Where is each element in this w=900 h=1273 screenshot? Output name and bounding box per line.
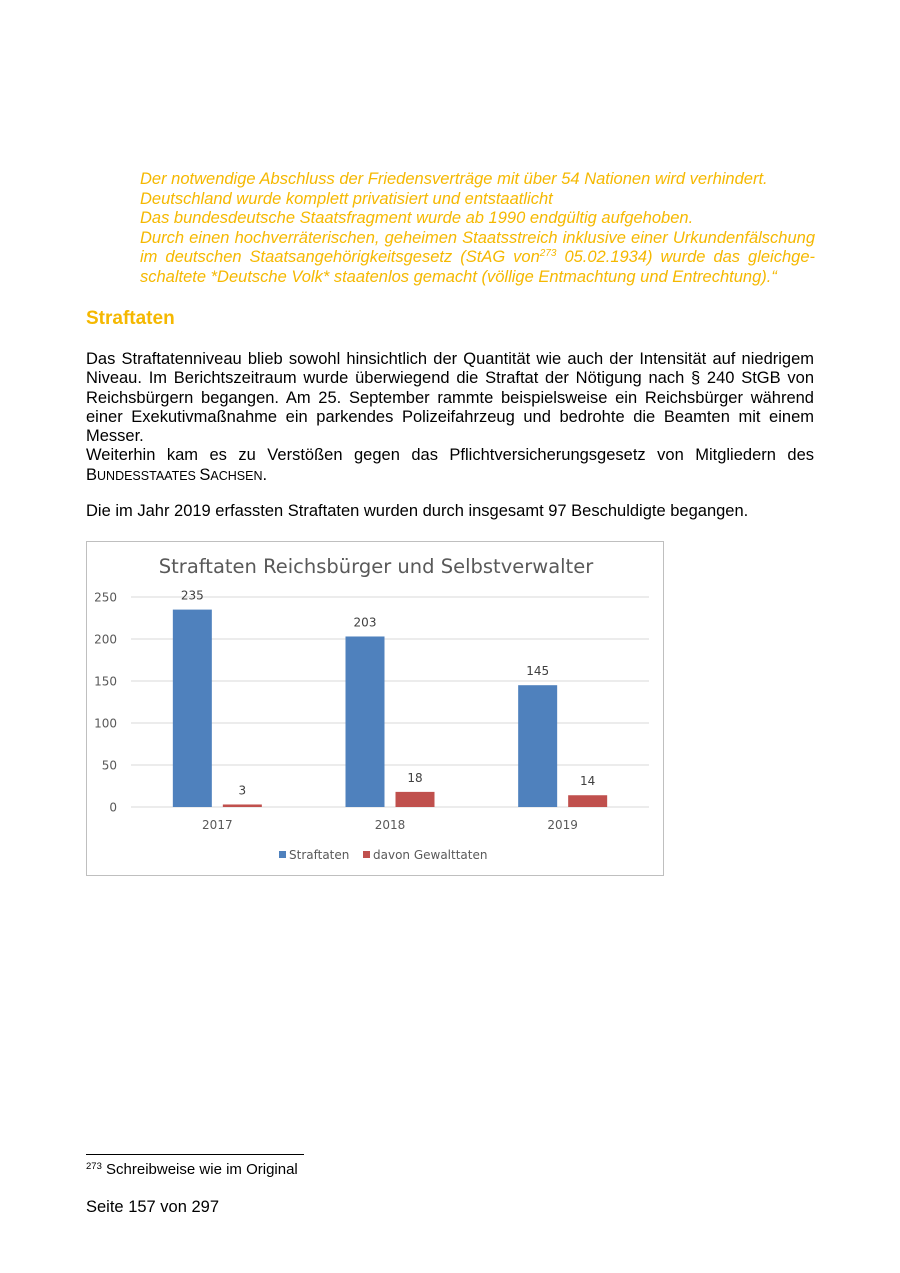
small-caps-text: ACHSEN: [210, 468, 263, 483]
footnote: [86, 1161, 298, 1178]
data-label: 18: [407, 770, 423, 785]
text-line: Reichsbürgern begangen. Am 25. September rammte beispielsweise ein Reichsbürger während: [86, 388, 814, 407]
chart-title: Straftaten Reichsbürger und Selbstverwalter: [158, 555, 594, 578]
text-line: Weiterhin kam es zu Verstößen gegen das Pflichtversicherungsgesetz von Mitgliedern des: [86, 446, 814, 465]
y-tick-label: 200: [94, 632, 117, 647]
legend-swatch: [363, 851, 370, 858]
text-line: Messer.: [86, 427, 144, 446]
y-tick-label: 0: [109, 800, 117, 815]
text-line: Die im Jahr 2019 erfassten Straftaten wurden durch insgesamt 97 Beschuldigte begangen.: [86, 502, 749, 520]
legend-label: Straftaten: [289, 848, 350, 862]
page-number: Seite 157 von 297: [86, 1198, 220, 1216]
data-label: 203: [353, 615, 377, 630]
footnote-number: 273: [86, 1161, 102, 1172]
bar-chart: [86, 541, 664, 876]
quote-text: im deutschen Staatsangehörigkeitsgesetz (StAG von: [140, 248, 540, 267]
footnote-text: Schreibweise wie im Original: [101, 1161, 298, 1178]
footnote-reference: 273: [539, 248, 557, 260]
bar-davon-gewalttaten: [396, 792, 435, 807]
data-label: 145: [526, 664, 550, 679]
legend-swatch: [279, 851, 286, 858]
x-tick-label: 2019: [547, 818, 578, 832]
text-line: einer Exekutivmaßnahme ein parkendes Polizeifahrzeug und bedrohte die Beamten mit einem: [86, 407, 814, 426]
bar-straftaten: [173, 610, 212, 807]
small-caps-text: S: [199, 465, 211, 484]
body-paragraph: [86, 502, 814, 521]
quote-line: Deutschland wurde komplett privatisiert und entstaatlicht: [140, 189, 553, 208]
bar-davon-gewalttaten: [568, 795, 607, 807]
section-heading: Straftaten: [86, 308, 175, 329]
data-label: 235: [180, 588, 204, 603]
quote-line: [140, 248, 815, 268]
y-tick-label: 150: [94, 674, 117, 689]
bar-davon-gewalttaten: [223, 804, 262, 807]
text-line: Niveau. Im Berichtszeitraum wurde überwiegend die Straftat der Nötigung nach § 240 StGB von: [86, 369, 814, 388]
quote-text: 05.02.1934) wurde das gleichge-: [556, 248, 815, 267]
data-label: 3: [238, 783, 247, 798]
x-tick-label: 2018: [374, 818, 406, 832]
text-line: Das Straftatenniveau blieb sowohl hinsichtlich der Quantität wie auch der Intensität auf niedrigem: [86, 350, 814, 368]
y-tick-label: 50: [101, 758, 117, 773]
x-tick-label: 2017: [202, 818, 233, 832]
legend-label: davon Gewalttaten: [373, 848, 488, 862]
chart-canvas: [87, 542, 665, 877]
small-caps-text: UNDESSTAATES: [97, 468, 200, 483]
quote-line: Durch einen hochverräterischen, geheimen Staatsstreich inklusive einer Urkundenfälschung: [140, 228, 815, 247]
quote-line: Der notwendige Abschluss der Friedensverträge mit über 54 Nationen wird verhindert.: [140, 170, 768, 188]
data-label: 14: [580, 774, 596, 789]
text: .: [262, 465, 268, 484]
quote-line: schaltete *Deutsche Volk* staatenlos gemacht (völlige Entmachtung und Entrechtung).“: [140, 267, 777, 286]
small-caps-text: B: [86, 465, 98, 484]
y-tick-label: 250: [94, 590, 117, 605]
bar-straftaten: [346, 636, 385, 807]
footnote-separator: [86, 1154, 304, 1155]
blockquote: [140, 170, 815, 288]
text-line: [86, 466, 814, 486]
quote-line: Das bundesdeutsche Staatsfragment wurde ab 1990 endgültig aufgehoben.: [140, 209, 694, 228]
bar-straftaten: [518, 685, 557, 807]
body-paragraph: [86, 350, 814, 486]
y-tick-label: 100: [94, 716, 117, 731]
